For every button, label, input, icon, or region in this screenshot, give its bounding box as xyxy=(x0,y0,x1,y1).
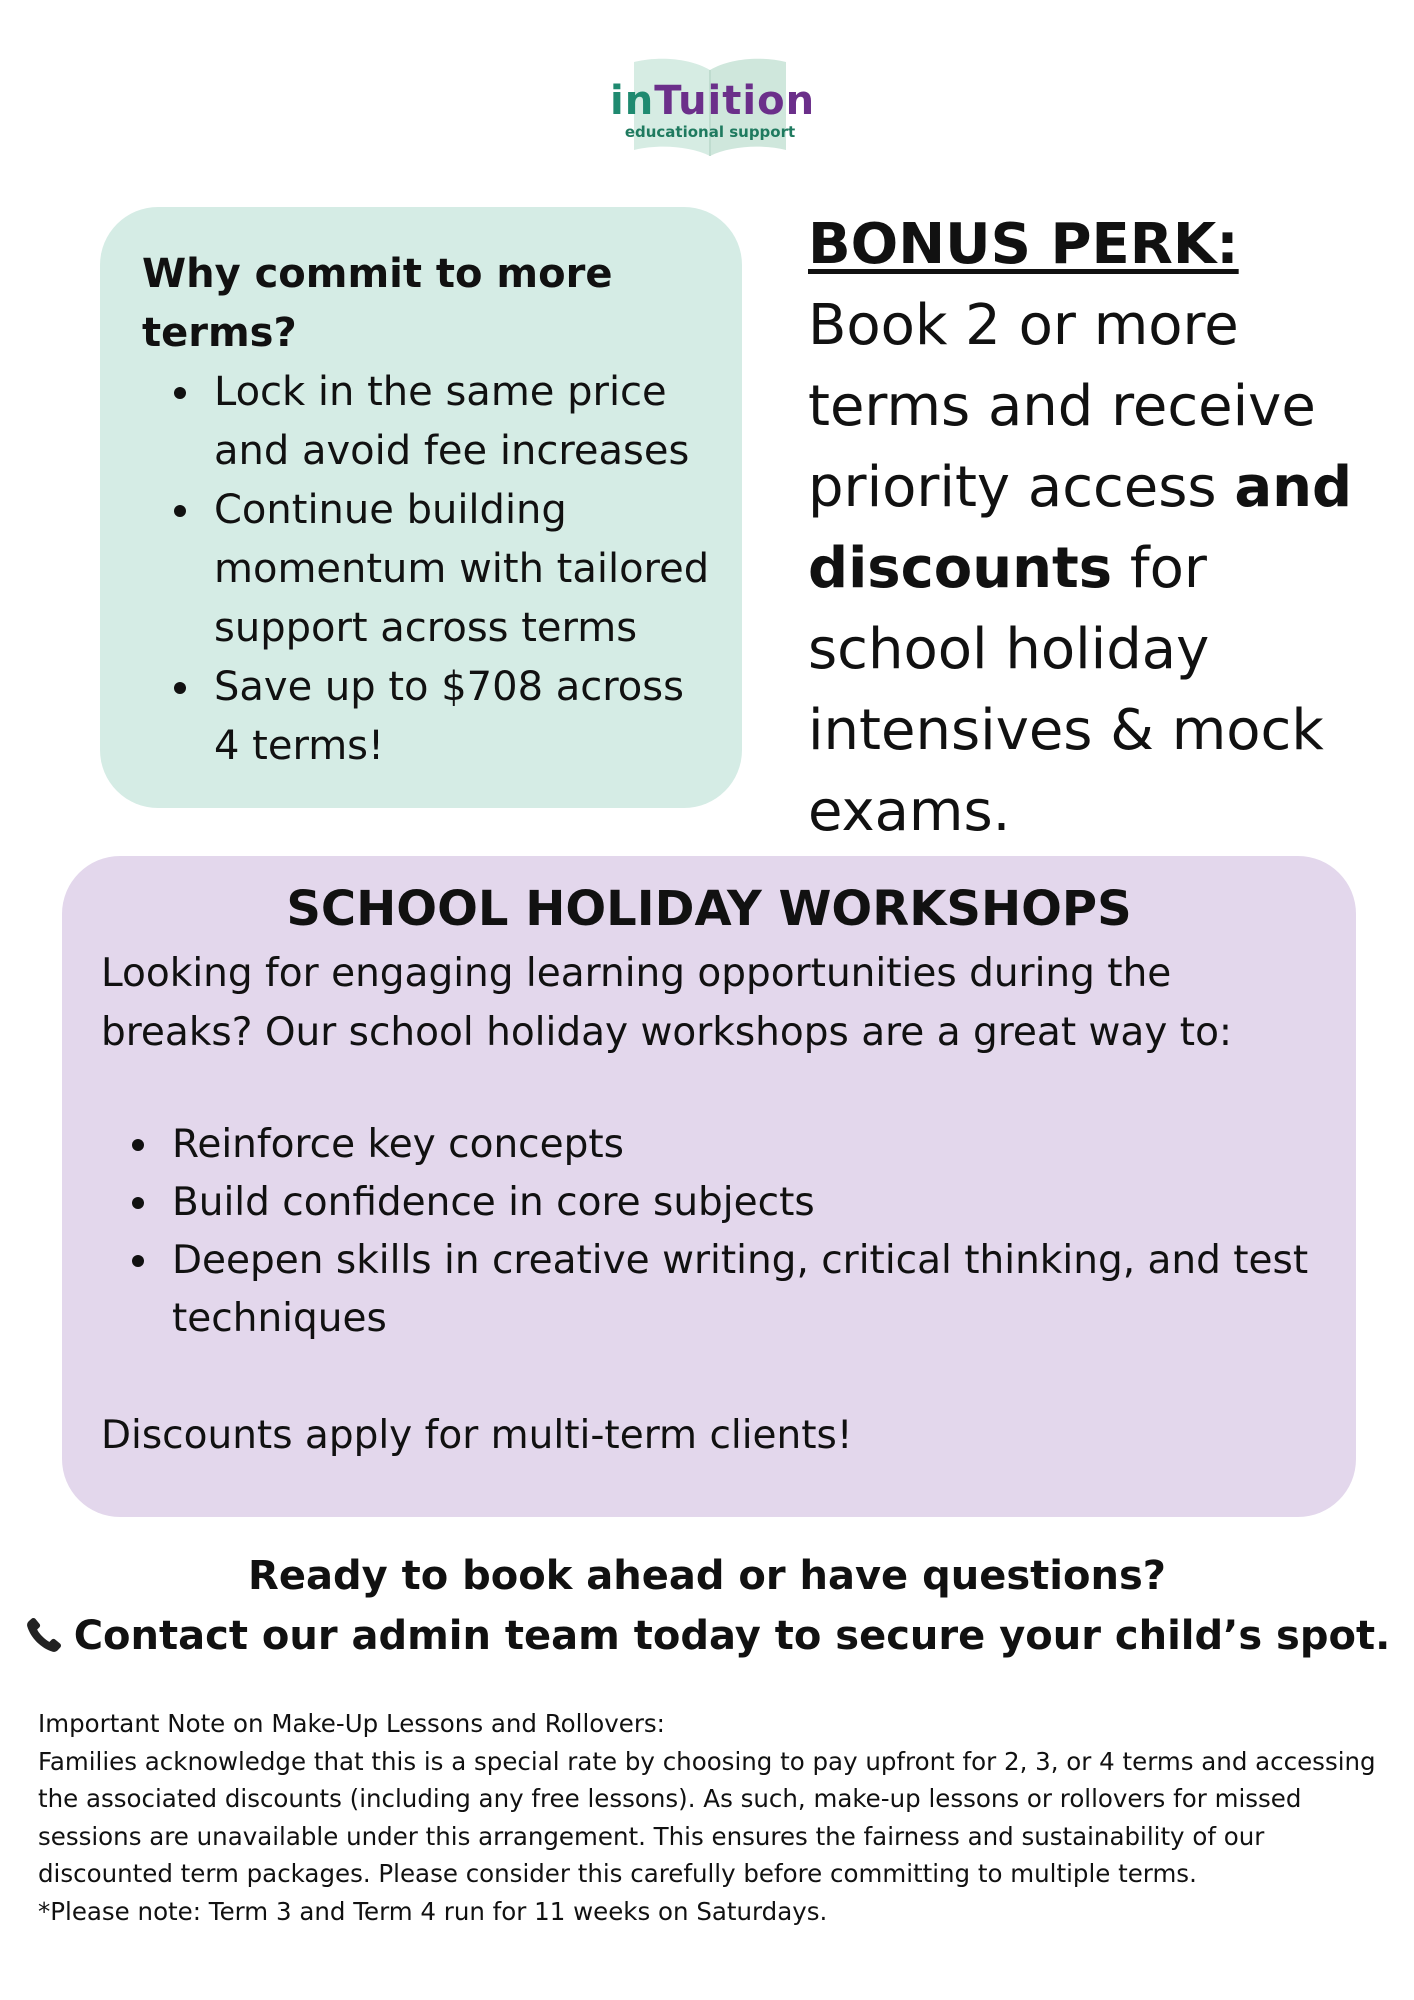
list-item: Continue building momentum with tailored support across terms xyxy=(142,481,722,658)
bonus-perk-label: BONUS PERK: xyxy=(808,212,1239,277)
bonus-perk-text xyxy=(808,204,1388,852)
bonus-perk-body-end: for school holiday intensives & mock exams. xyxy=(808,536,1324,844)
list-item: Build confidence in core subjects xyxy=(101,1174,1331,1232)
bonus-perk-body: Book 2 or more terms and receive priority access xyxy=(808,293,1316,520)
brand-tagline: educational support xyxy=(624,123,796,141)
commit-benefits-panel xyxy=(100,207,742,808)
note-footnote: *Please note: Term 3 and Term 4 run for 11 weeks on Saturdays. xyxy=(38,1896,828,1926)
commit-title: Why commit to more terms? xyxy=(142,251,613,356)
list-item: Save up to $708 across 4 terms! xyxy=(142,658,722,776)
holiday-workshops-panel xyxy=(62,856,1356,1517)
bonus-perk-emphasis: and discounts xyxy=(808,455,1353,601)
cta-contact-text: Contact our admin team today to secure your child’s spot. xyxy=(73,1613,1391,1659)
commit-benefits-list xyxy=(142,363,722,776)
brand-name-part2: Tuition xyxy=(654,78,816,124)
phone-icon xyxy=(24,1615,64,1655)
list-item: Lock in the same price and avoid fee increases xyxy=(142,363,722,481)
workshops-intro: Looking for engaging learning opportunities during the breaks? Our school holiday workshops are a great way to: xyxy=(101,951,1233,1055)
cta-question: Ready to book ahead or have questions? xyxy=(248,1553,1166,1599)
brand-name xyxy=(610,77,816,125)
note-body: Families acknowledge that this is a special rate by choosing to pay upfront for 2, 3, or 4 terms and accessing the associated discounts (including any free lessons). As such, make-up lessons or rollovers for missed sessions are unavailable under this arrangement. This ensures the fairness and sustainability of our discounted term packages. Please consider this carefully before committing to multiple terms. xyxy=(38,1746,1376,1888)
list-item: Deepen skills in creative writing, critical thinking, and test techniques xyxy=(101,1232,1331,1348)
workshops-title: SCHOOL HOLIDAY WORKSHOPS xyxy=(286,881,1132,937)
brand-name-part1: in xyxy=(610,78,655,124)
list-item: Reinforce key concepts xyxy=(101,1116,1331,1174)
note-heading: Important Note on Make-Up Lessons and Rollovers: xyxy=(38,1709,665,1738)
workshops-list xyxy=(101,1116,1331,1348)
cta-contact xyxy=(0,1606,1414,1666)
workshops-discount-note: Discounts apply for multi-term clients! xyxy=(101,1413,853,1458)
important-note xyxy=(38,1705,1388,1930)
brand-logo xyxy=(610,50,816,160)
